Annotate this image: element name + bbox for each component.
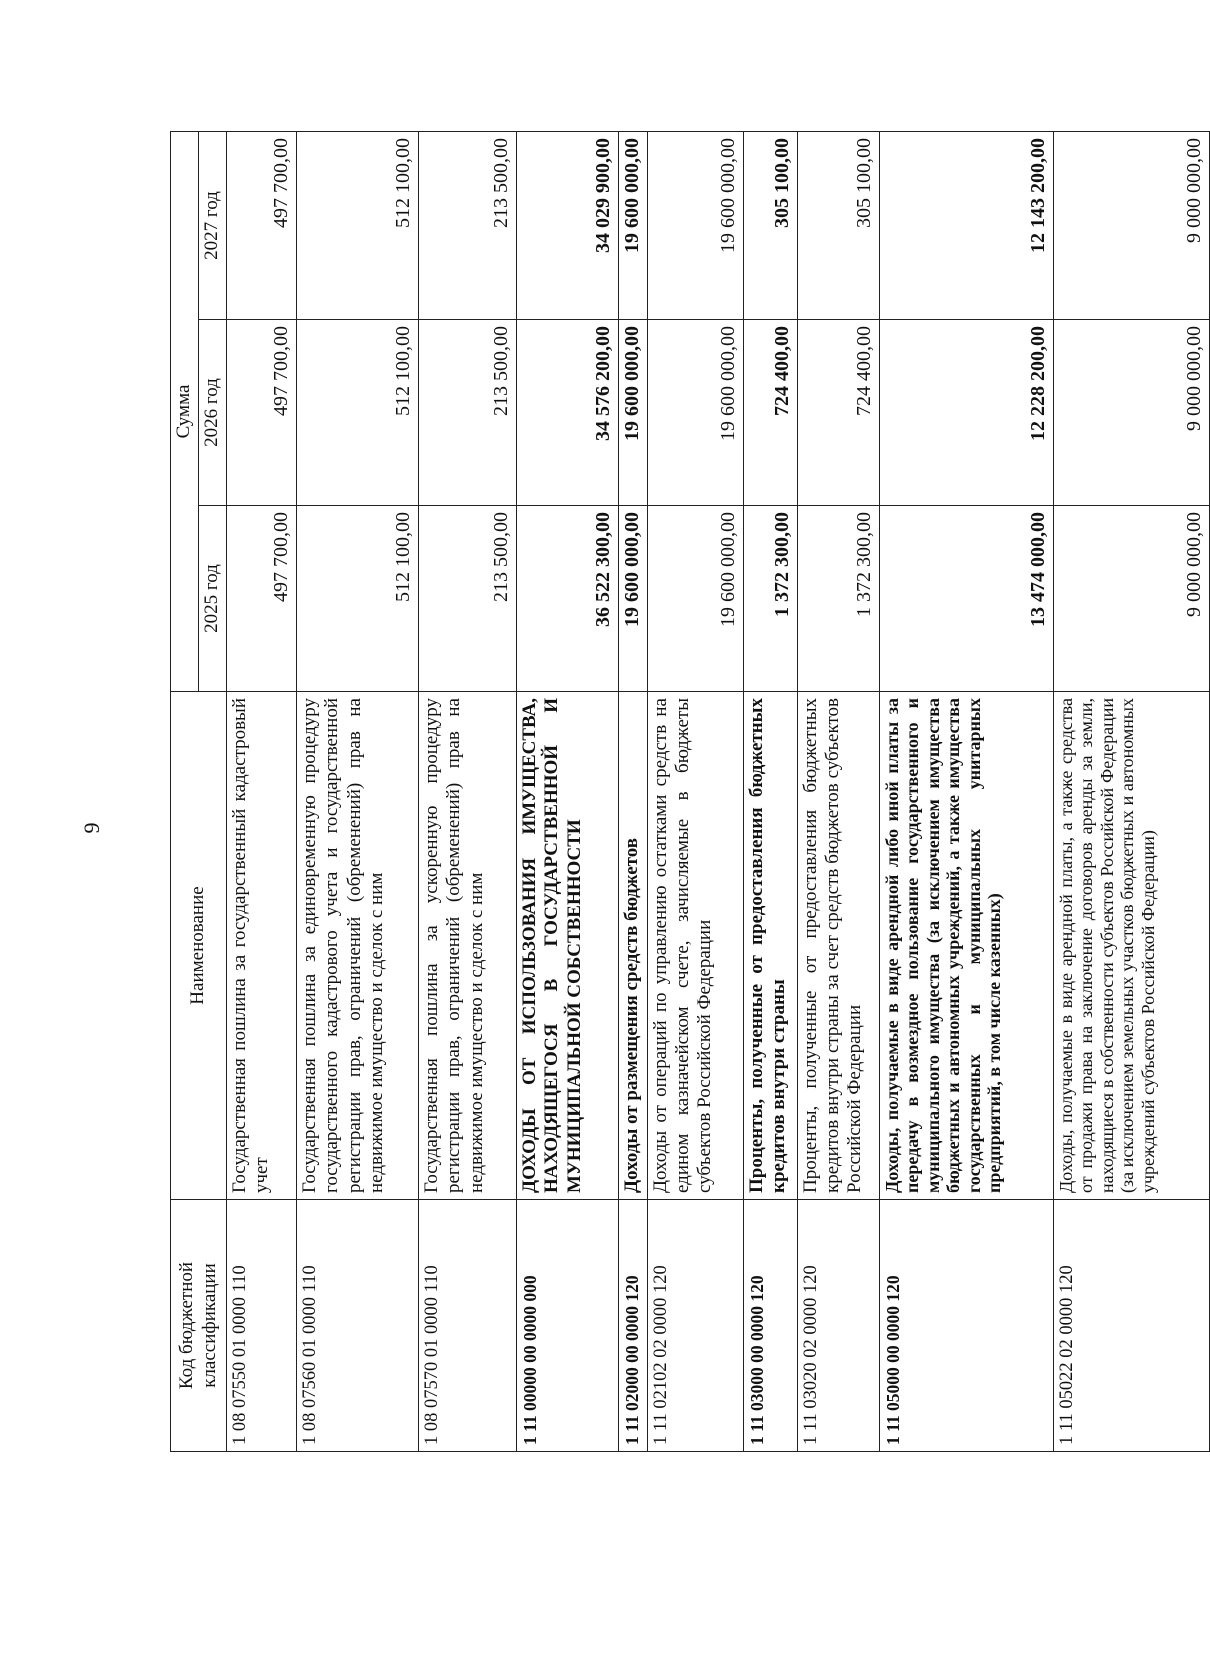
amount-2027-cell: 305 100,00 — [797, 131, 879, 319]
budget-code-cell: 1 11 02000 00 0000 120 — [619, 1200, 648, 1452]
budget-code-cell: 1 11 03000 00 0000 120 — [743, 1200, 797, 1452]
budget-code-cell: 1 08 07570 01 0000 110 — [419, 1200, 517, 1452]
amount-2025-cell: 19 600 000,00 — [619, 506, 648, 692]
amount-2027-cell: 19 600 000,00 — [619, 131, 648, 319]
table-row — [419, 131, 517, 1451]
amount-2027-cell: 497 700,00 — [227, 131, 297, 319]
amount-2025-cell: 13 474 000,00 — [879, 506, 1053, 692]
amount-2025-cell: 9 000 000,00 — [1053, 506, 1209, 692]
header-year-2026: 2026 год — [199, 320, 227, 506]
amount-2027-cell: 19 600 000,00 — [647, 131, 743, 319]
amount-2025-cell: 1 372 300,00 — [743, 506, 797, 692]
table-row — [743, 131, 797, 1451]
header-year-2027: 2027 год — [199, 131, 227, 319]
amount-2025-cell: 213 500,00 — [419, 506, 517, 692]
amount-2026-cell: 724 400,00 — [797, 320, 879, 506]
budget-code-cell: 1 11 05022 02 0000 120 — [1053, 1200, 1209, 1452]
name-cell: Государственная пошлина за ускоренную процедуру регистрации прав, ограничений (обременений) прав на недвижимое имущество и сделок с ним — [419, 692, 517, 1200]
amount-2025-cell: 36 522 300,00 — [517, 506, 619, 692]
amount-2026-cell: 497 700,00 — [227, 320, 297, 506]
table-body — [227, 131, 1210, 1451]
name-cell: Государственная пошлина за единовременную процедуру государственного кадастрового учета и государственной регистрации прав, ограничений (обременений) прав на недвижимое имущество и сделок с ним — [297, 692, 419, 1200]
table-row — [517, 131, 619, 1451]
amount-2026-cell: 34 576 200,00 — [517, 320, 619, 506]
name-cell: Государственная пошлина за государственный кадастровый учет — [227, 692, 297, 1200]
name-cell: Проценты, полученные от предоставления бюджетных кредитов внутри страны — [743, 692, 797, 1200]
header-name: Наименование — [171, 692, 227, 1200]
amount-2025-cell: 1 372 300,00 — [797, 506, 879, 692]
name-cell: Доходы от операций по управлению остатками средств на едином казначейском счете, зачисляемые в бюджеты субъектов Российской Федерации — [647, 692, 743, 1200]
name-cell: Проценты, полученные от предоставления бюджетных кредитов внутри страны за счет средств бюджетов субъектов Российской Федерации — [797, 692, 879, 1200]
budget-code-cell: 1 11 05000 00 0000 120 — [879, 1200, 1053, 1452]
revenue-table — [170, 131, 1210, 1452]
table-row — [1053, 131, 1209, 1451]
amount-2027-cell: 12 143 200,00 — [879, 131, 1053, 319]
name-cell: Доходы, получаемые в виде арендной либо иной платы за передачу в возмездное пользование государственного и муниципального имущества (за исключением имущества бюджетных и автономных учреждений, а также имущества государственных и муниципальных унитарных предприятий, в том числе казенных) — [879, 692, 1053, 1200]
amount-2027-cell: 213 500,00 — [419, 131, 517, 319]
header-code: Код бюджетной классификации — [171, 1200, 227, 1452]
name-cell: Доходы от размещения средств бюджетов — [619, 692, 648, 1200]
amount-2027-cell: 512 100,00 — [297, 131, 419, 319]
header-sum: Сумма — [171, 131, 199, 691]
budget-code-cell: 1 11 02102 02 0000 120 — [647, 1200, 743, 1452]
name-cell: ДОХОДЫ ОТ ИСПОЛЬЗОВАНИЯ ИМУЩЕСТВА, НАХОДЯЩЕГОСЯ В ГОСУДАРСТВЕННОЙ И МУНИЦИПАЛЬНОЙ СОБСТВЕННОСТИ — [517, 692, 619, 1200]
amount-2027-cell: 9 000 000,00 — [1053, 131, 1209, 319]
amount-2026-cell: 9 000 000,00 — [1053, 320, 1209, 506]
budget-code-cell: 1 11 00000 00 0000 000 — [517, 1200, 619, 1452]
table-container — [170, 132, 1205, 1452]
table-row — [647, 131, 743, 1451]
amount-2025-cell: 19 600 000,00 — [647, 506, 743, 692]
table-row — [227, 131, 297, 1451]
page-number: 9 — [79, 822, 104, 834]
amount-2026-cell: 724 400,00 — [743, 320, 797, 506]
amount-2026-cell: 512 100,00 — [297, 320, 419, 506]
table-row — [619, 131, 648, 1451]
table-row — [797, 131, 879, 1451]
table-row — [297, 131, 419, 1451]
amount-2027-cell: 305 100,00 — [743, 131, 797, 319]
amount-2026-cell: 213 500,00 — [419, 320, 517, 506]
amount-2025-cell: 512 100,00 — [297, 506, 419, 692]
header-year-2025: 2025 год — [199, 506, 227, 692]
name-cell: Доходы, получаемые в виде арендной платы, а также средства от продажи права на заключение договоров аренды за земли, находящиеся в собственности субъектов Российской Федерации (за исключением земельных участков бюджетных и автономных учреждений субъектов Российской Федерации) — [1053, 692, 1209, 1200]
budget-code-cell: 1 11 03020 02 0000 120 — [797, 1200, 879, 1452]
amount-2026-cell: 19 600 000,00 — [647, 320, 743, 506]
amount-2025-cell: 497 700,00 — [227, 506, 297, 692]
header-row — [171, 131, 199, 1451]
budget-code-cell: 1 08 07560 01 0000 110 — [297, 1200, 419, 1452]
amount-2027-cell: 34 029 900,00 — [517, 131, 619, 319]
amount-2026-cell: 19 600 000,00 — [619, 320, 648, 506]
amount-2026-cell: 12 228 200,00 — [879, 320, 1053, 506]
table-row — [879, 131, 1053, 1451]
budget-code-cell: 1 08 07550 01 0000 110 — [227, 1200, 297, 1452]
